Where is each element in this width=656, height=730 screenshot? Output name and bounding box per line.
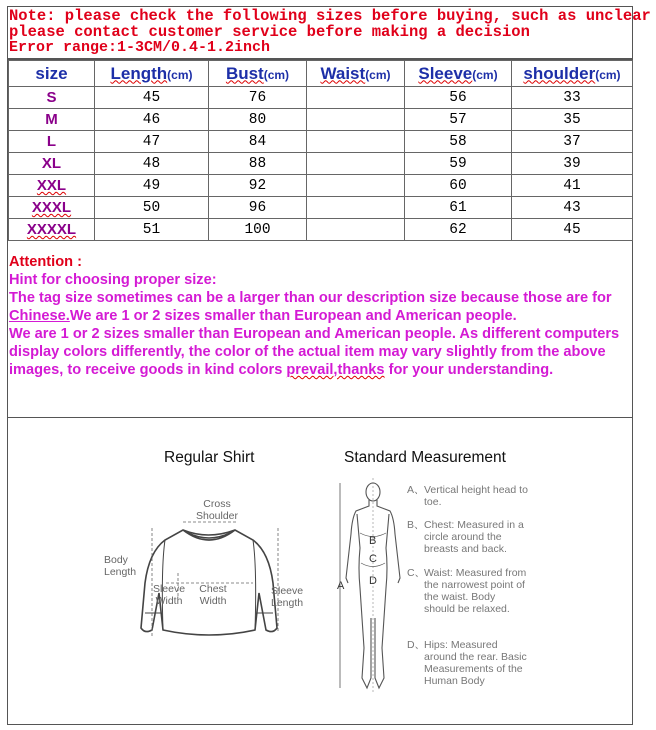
body-length-label: Body Length <box>104 554 137 578</box>
attention-title: Attention : <box>9 254 82 270</box>
header-bust: Bust(cm) <box>209 61 307 87</box>
header-shoulder: shoulder(cm) <box>512 61 633 87</box>
shoulder-cell: 35 <box>512 109 633 131</box>
chest-width-label: Chest Width <box>199 583 227 607</box>
measure-text-a: Vertical height head to toe. <box>424 484 528 508</box>
shoulder-cell: 33 <box>512 87 633 109</box>
measurement-title: Standard Measurement <box>344 449 506 466</box>
size-cell: M <box>9 109 95 131</box>
note-error-range: Error range:1-3CM/0.4-1.2inch <box>9 39 271 56</box>
length-cell: 48 <box>95 153 209 175</box>
header-size: size <box>9 61 95 87</box>
body-letter-a: A <box>337 580 345 592</box>
body-letter-c: C <box>369 553 377 565</box>
body-letter-d: D <box>369 575 377 587</box>
attention-paragraph-2: We are 1 or 2 sizes smaller than European and American people. As different computers display colors differently, the color of the actual item may vary slightly from the above images, to receive goods in kind colors prevail,thanks for your understanding. <box>9 326 620 378</box>
note-line-2: please contact customer service before making a decision <box>9 23 530 41</box>
size-cell: XXXXL <box>9 219 95 241</box>
waist-cell <box>307 131 405 153</box>
cross-shoulder-label: Cross Shoulder <box>195 498 239 522</box>
size-cell: L <box>9 131 95 153</box>
bust-cell: 100 <box>209 219 307 241</box>
table-row <box>9 87 633 109</box>
length-cell: 45 <box>95 87 209 109</box>
table-row <box>9 197 633 219</box>
measure-text-d: Hips: Measured around the rear. Basic Measurements of the Human Body <box>424 639 527 687</box>
length-cell: 50 <box>95 197 209 219</box>
shoulder-cell: 45 <box>512 219 633 241</box>
header-waist: Waist(cm) <box>307 61 405 87</box>
table-row <box>9 131 633 153</box>
sleeve-length-label: Sleeve Length <box>271 585 304 609</box>
attention-section <box>9 253 631 379</box>
bust-cell: 84 <box>209 131 307 153</box>
table-header-row <box>9 61 633 87</box>
sleeve-cell: 62 <box>405 219 512 241</box>
bust-cell: 80 <box>209 109 307 131</box>
body-letter-b: B <box>369 535 377 547</box>
size-cell: XXXL <box>9 197 95 219</box>
sleeve-cell: 57 <box>405 109 512 131</box>
length-cell: 51 <box>95 219 209 241</box>
sleeve-cell: 60 <box>405 175 512 197</box>
measure-letter-d: D、 <box>407 639 426 651</box>
waist-cell <box>307 175 405 197</box>
waist-cell <box>307 87 405 109</box>
waist-cell <box>307 153 405 175</box>
shoulder-cell: 37 <box>512 131 633 153</box>
size-note <box>9 7 651 56</box>
waist-cell <box>307 197 405 219</box>
sleeve-cell: 58 <box>405 131 512 153</box>
waist-cell <box>307 109 405 131</box>
table-row <box>9 109 633 131</box>
shoulder-cell: 41 <box>512 175 633 197</box>
human-body-illustration <box>338 478 408 713</box>
measure-text-b: Chest: Measured in a circle around the breasts and back. <box>424 519 524 555</box>
measure-letter-a: A、 <box>407 484 425 496</box>
header-sleeve: Sleeve(cm) <box>405 61 512 87</box>
size-cell: XL <box>9 153 95 175</box>
shirt-title: Regular Shirt <box>164 449 255 466</box>
sleeve-cell: 59 <box>405 153 512 175</box>
bust-cell: 88 <box>209 153 307 175</box>
length-cell: 46 <box>95 109 209 131</box>
shoulder-cell: 43 <box>512 197 633 219</box>
measurement-diagram <box>8 418 632 724</box>
shoulder-cell: 39 <box>512 153 633 175</box>
measure-letter-c: C、 <box>407 567 426 579</box>
attention-paragraph-1: The tag size sometimes can be a larger than our description size because those are for Chinese.We are 1 or 2 sizes smaller than European and American people. <box>9 290 612 324</box>
bust-cell: 92 <box>209 175 307 197</box>
measure-text-c: Waist: Measured from the narrowest point of the waist. Body should be relaxed. <box>424 567 527 615</box>
bust-cell: 96 <box>209 197 307 219</box>
length-cell: 47 <box>95 131 209 153</box>
table-row <box>9 153 633 175</box>
length-cell: 49 <box>95 175 209 197</box>
size-cell: XXL <box>9 175 95 197</box>
header-length: Length(cm) <box>95 61 209 87</box>
size-chart-table <box>8 60 633 241</box>
sleeve-cell: 61 <box>405 197 512 219</box>
sleeve-width-label: Sleeve Width <box>152 583 186 607</box>
waist-cell <box>307 219 405 241</box>
hint-title: Hint for choosing proper size: <box>9 272 217 288</box>
table-row <box>9 175 633 197</box>
size-cell: S <box>9 87 95 109</box>
measure-letter-b: B、 <box>407 519 425 531</box>
table-row <box>9 219 633 241</box>
sleeve-cell: 56 <box>405 87 512 109</box>
note-line-1: Note: please check the following sizes before buying, such as unclear <box>9 7 651 25</box>
bust-cell: 76 <box>209 87 307 109</box>
